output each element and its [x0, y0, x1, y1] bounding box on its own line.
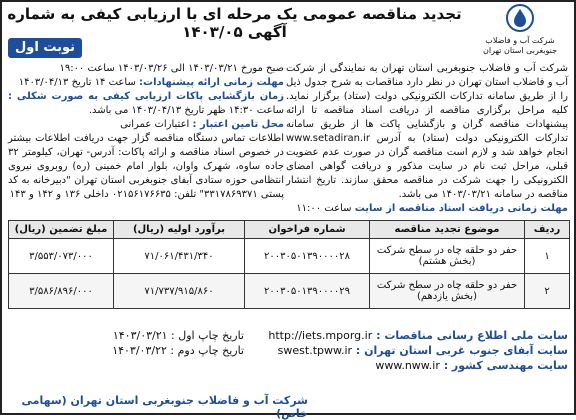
- row-estimate: ۷۱/۷۳۷/۹۱۵/۸۶۰: [114, 274, 245, 309]
- details-column: [8, 62, 284, 202]
- opening-value: ساعت ۱۴:۳۰ ظهر تاریخ ۱۴۰۳/۰۴/۱۳ می باشد.: [88, 105, 284, 116]
- eng-site-label: سایت مهندسی کشور :: [443, 359, 568, 372]
- doc-deadline-dates: صبح مورخ ۱۴۰۳/۰۳/۲۱ الی ۱۴۰۳/۰۳/۲۶ ساعت ۱۹:۰۰: [59, 63, 284, 74]
- row-guarantee: ۳/۵۸۶/۸۹۶/۰۰۰: [9, 274, 114, 309]
- intro-column: [286, 62, 568, 216]
- contact-info: اطلاعات تماس دستگاه مناقصه گزار جهت دریافت اطلاعات بیشتر در خصوص اسناد مناقصه و ارائه پاکات: آدرس- تهران، کیلومتر ۳۲ جاده ساوه، شهرک واوان، بلوار امام خمینی (ره) روبروی نیروی انتظامی حوزه ستادی آبفای جنوبغربی استان تهران "دبیرخانه به کد پستی ۳۳۱۷۸۶۹۳۷۱" تلفن: ۰۲۱۵۶۱۷۶۶۳۵ داخلی ۱۳۶ و ۱۴۲ و ۱۴۳: [8, 133, 284, 200]
- row-guarantee: ۳/۵۵۳/۰۷۳/۰۰۰: [9, 239, 114, 274]
- table-header-row: [9, 221, 570, 239]
- funding-label: محل تامین اعتبار :: [192, 119, 284, 130]
- first-print-date: تاریخ چاپ اول : ۱۴۰۳/۰۳/۲۱: [112, 329, 244, 342]
- opening-label: زمان بازگشایی پاکات ارزیابی کیفی به صورت شکلی :: [8, 91, 284, 102]
- row-number: ۲: [525, 274, 570, 309]
- eng-site-link[interactable]: www.nww.ir: [375, 359, 440, 372]
- second-print-date: تاریخ چاپ دوم : ۱۴۰۳/۰۳/۲۲: [112, 344, 244, 357]
- row-subject: حفر دو حلقه چاه در سطح شرکت (بخش هشتم): [370, 239, 525, 274]
- header: [2, 2, 574, 60]
- submit-deadline-label: مهلت زمانی ارائه پیشنهادات:: [139, 77, 284, 88]
- print-dates: [8, 328, 244, 358]
- tender-site-label: سایت ملی اطلاع رسانی مناقصات :: [376, 329, 568, 342]
- water-drop-icon: [506, 4, 534, 32]
- col-guarantee: مبلغ تضمین (ریال): [9, 221, 114, 239]
- websites: [248, 328, 568, 373]
- row-call-number: ۲۰۰۳۰۵۰۱۳۹۰۰۰۰۲۹: [245, 274, 370, 309]
- tender-table: [8, 220, 570, 309]
- col-row: ردیف: [525, 221, 570, 239]
- funding-value: اعتبارات عمرانی: [120, 119, 190, 130]
- submit-deadline-value: ساعت ۱۴ تاریخ ۱۴۰۳/۰۴/۱۳: [18, 77, 136, 88]
- row-number: ۱: [525, 239, 570, 274]
- row-estimate: ۷۱/۰۶۱/۴۳۱/۳۴۰: [114, 239, 245, 274]
- footer-org-name: شرکت آب و فاضلاب جنوبغربی استان تهران (سهامی خاص): [21, 394, 308, 420]
- row-call-number: ۲۰۰۳۰۵۰۱۳۹۰۰۰۰۲۸: [245, 239, 370, 274]
- col-call-number: شماره فراخوان: [245, 221, 370, 239]
- doc-deadline-label: مهلت زمانی دریافت اسناد مناقصه از سایت: [354, 203, 568, 214]
- tender-site-link[interactable]: http://iets.mporg.ir: [268, 329, 373, 342]
- col-subject: موضوع تجدید مناقصه: [370, 221, 525, 239]
- logo-org-name: شرکت آب و فاضلاب جنوبغربی استان تهران: [482, 36, 558, 55]
- first-round-badge: نوبت اول: [8, 38, 82, 58]
- abfa-site-label: سایت آبفای جنوب غربی استان تهران :: [355, 344, 568, 357]
- notice-title: تجدید مناقصه عمومی یک مرحله ای با ارزیابی کیفی به شماره آگهی ۱۴۰۳/۰۵: [7, 5, 462, 41]
- col-estimate: برآورد اولیه (ریال): [114, 221, 245, 239]
- table-row: [9, 274, 570, 309]
- row-subject: حفر دو حلقه چاه در سطح شرکت (بخش یازدهم): [370, 274, 525, 309]
- publish-date: تاریخ انتشار مناقصه در سامانه ۱۴۰۳/۰۳/۲۱ می باشد.: [286, 175, 568, 200]
- intro-text: شرکت آب و فاضلاب جنوبغربی استان تهران به نمایندگی از شرکت آب و فاضلاب استان تهران در نظر دارد مناقصات به شرح جدول ذیل را از طریق سامانه تدارکات الکترونیکی دولت (ستاد) برگزار نماید. کلیه مراحل برگزاری مناقصه از دریافت اسناد مناقصه تا ارائه پیشنهادات مناقصه گران و بازگشایی پاکت ها از طریق سامانه تدارکات الکترونیکی دولت (ستاد) به آدرس www.setadiran.ir انجام خواهد شد و لازم است مناقصه گران در صورت عدم عضویت قبلی، مراحل ثبت نام در سایت مذکور و دریافت گواهی امضای الکترونیکی را جهت شرکت در مناقصه محقق سازند.: [286, 63, 568, 186]
- table-row: [9, 239, 570, 274]
- doc-deadline-value: ساعت ۱۱:۰۰: [296, 203, 352, 214]
- abfa-site-link[interactable]: swest.tpww.ir: [277, 344, 353, 357]
- company-logo: [470, 4, 570, 58]
